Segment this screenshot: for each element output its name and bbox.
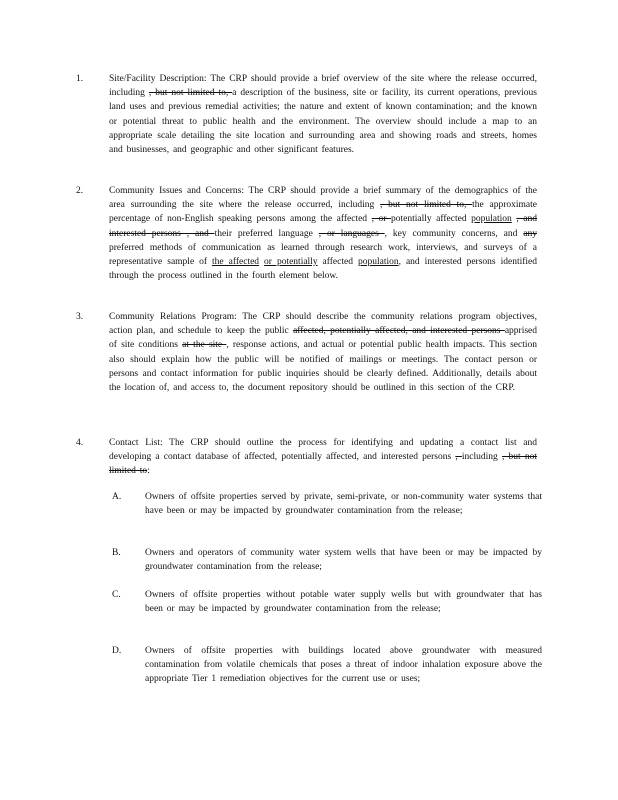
item-number: 3.: [76, 312, 84, 322]
text-run: preferred methods of communication as learned through research work, interviews, and surveys of a representative sample of: [109, 242, 537, 268]
deleted-text: affected, potentially affected, and interested persons: [293, 326, 505, 337]
deleted-text: , but not limited to,: [380, 200, 473, 211]
text-run: including: [461, 452, 502, 463]
sub-item-text: [145, 588, 542, 616]
text-run: , and interested persons identified through the process outlined in the fourth element below.: [109, 257, 537, 282]
item-text: [109, 72, 537, 157]
text-run: Owners of offsite properties with buildings located above groundwater with measured contamination from volatile chemicals that poses a threat of indoor inhalation exposure above the appropriate Tier 1 remediation objectives for the current use or uses;: [145, 646, 542, 685]
text-run: , key community concerns, and: [384, 228, 524, 239]
text-run: , response actions, and actual or potential public health impacts. This section also should explain how the public will be notified of mailings or meetings. The contact person or persons and contact information for public inquiries should be clearly defined. Additionally, details about the location of, and access to, the document repository should be outlined in this section of the CRP.: [109, 340, 537, 394]
inserted-text: or potentially: [264, 257, 318, 268]
text-run: their preferred language: [214, 228, 319, 239]
deleted-text: at the site: [182, 340, 227, 351]
deleted-text: , but not limited to,: [148, 88, 233, 99]
deleted-text: , and interested persons , and: [109, 214, 538, 239]
text-run: potentially affected: [391, 214, 472, 225]
sub-item-text: [145, 644, 542, 687]
text-run: affected: [317, 257, 358, 268]
sub-item-letter: A.: [112, 492, 122, 502]
text-run: Owners of offsite properties served by private, semi-private, or non-community water systems that have been or may be impacted by groundwater contamination from the release;: [145, 492, 542, 517]
sub-item-letter: C.: [112, 590, 121, 600]
text-run: Community Issues and Concerns: The CRP should provide a brief summary of the demographics of the area surrounding the site where the release occurred, including: [109, 186, 537, 211]
sub-item-text: [145, 490, 542, 518]
item-text: [109, 310, 537, 395]
inserted-text: the affected: [212, 257, 260, 268]
sub-item-letter: D.: [112, 646, 122, 656]
deleted-text: , but not limited to: [109, 452, 538, 477]
text-run: the approximate percentage of non-English speaking persons among the affected: [109, 200, 537, 225]
text-run: Community Relations Program: The CRP should describe the community relations program objectives, action plan, and schedule to keep the public: [109, 312, 537, 337]
text-run: :: [147, 466, 150, 477]
text-run: Owners of offsite properties without potable water supply wells but with groundwater that has been or may be impacted by groundwater contamination from the release;: [145, 590, 542, 615]
text-run: Site/Facility Description: The CRP should provide a brief overview of the site where the release occurred, including: [109, 74, 537, 99]
item-number: 2.: [76, 186, 84, 196]
deleted-text: , or: [371, 214, 391, 225]
item-number: 1.: [76, 74, 84, 84]
text-run: a description of the business, site or facility, its current operations, previous land uses and previous remedial activities; the nature and extent of known contamination; and the known or potential threat to public health and the environment. The overview should include a map to an appropriate scale detailing the site location and surrounding area and showing roads and streets, homes and businesses, and geographic and other significant features.: [109, 88, 538, 156]
deleted-text: ,: [455, 452, 462, 463]
item-text: [109, 184, 537, 283]
item-text: [109, 436, 537, 479]
text-run: Contact List: The CRP should outline the process for identifying and updating a contact list and developing a contact database of affected, potentially affected, and interested persons: [109, 438, 537, 463]
inserted-text: population: [471, 214, 512, 225]
deleted-text: , or languages: [318, 228, 385, 239]
text-run: apprised of site conditions: [109, 326, 537, 351]
sub-item-text: [145, 546, 542, 574]
text-run: Owners and operators of community water system wells that have been or may be impacted by groundwater contamination from the release;: [145, 548, 542, 573]
sub-item-letter: B.: [112, 548, 121, 558]
item-number: 4.: [76, 438, 84, 448]
inserted-text: population: [357, 257, 399, 268]
deleted-text: any: [523, 228, 537, 239]
